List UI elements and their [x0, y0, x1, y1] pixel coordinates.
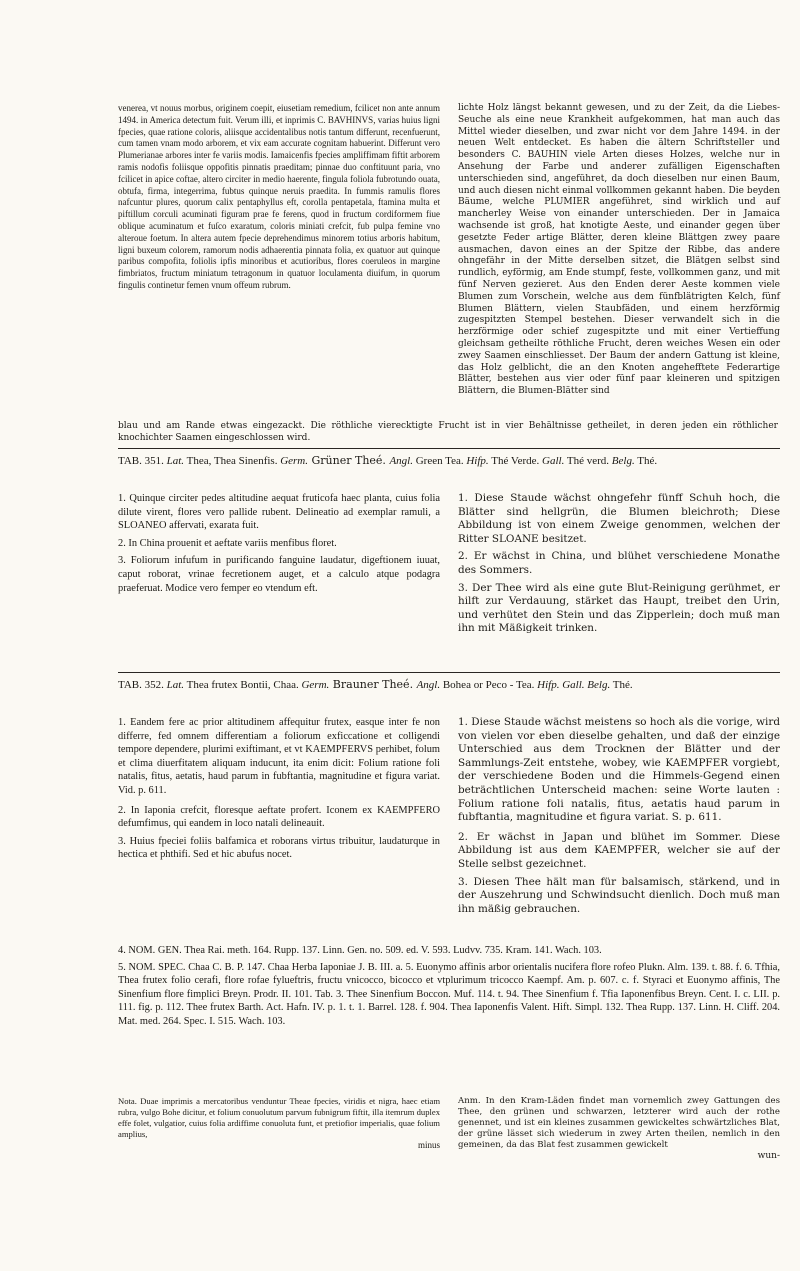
catchword: wun-	[757, 1151, 780, 1161]
lang-label: Germ.	[280, 455, 309, 467]
lang-label: Gall.	[542, 455, 565, 467]
english-name: Green Tea.	[412, 455, 467, 467]
french-name: Thé verd.	[564, 455, 612, 467]
continued-text-section	[118, 103, 778, 425]
german-paragraph: lichte Holz längst bekannt gewesen, und zu der Zeit, da die Liebes-Seuche als eine neue Krankheit aufgekommen, hat man auch das Mittel wieder dieselben, und zwar nicht vor dem Jahre 1494. in der neuen Welt entdecket. Es haben die ältern Schriftsteller und besonders C. BAUHIN viele Arten dieses Holzes, welche nur in Ansehung der Farbe und anderer zufälligen Eigenschaften unterschieden sind, angeführet, da doch dieselben nur einen Baum, und auch diesen nicht einmal vollkommen gekannt haben. Die beyden Bäume, welche PLUMIER angeführet, sind wirklich und auf mancherley Weise von einander unterschieden. Der in Jamaica wachsende ist groß, hat knotigte Aeste, und einander gegen über gesetzte Feder artige Blätter, deren kleine Blättgen zwey paare ausmachen, davon eines an der Spitze der Ribbe, das andere ohngefähr in der Mitte derselben sitzet, die Blätgen selbst sind rundlich, eyförmig, am Ende stumpf, feste, vollkommen ganz, und mit fünf Nerven gezieret. Aus den Enden derer Aeste kommen viele Blumen zum Vorschein, welche aus dem fünfblätrigten Kelch, fünf Blumen Blättern, vielen Staubfäden, und einem herzförmig zugespitzten Stempel bestehen. Dieser verwandelt sich in die herzförmige oder schief zugespitzte und mit einer Vertieffung gleichsam getheilte röthliche Frucht, deren weiches Wesen ein oder zwey Saamen einschliesset. Der Baum der andern Gattung ist kleine, das Holz gelblicht, die an den Knoten angehefftete Federartige Blätter, bestehen aus vier oder fünf paar kleineren und spitzigen Blättern, die Blumen-Blätter sind	[458, 103, 780, 397]
nom-spec: 5. NOM. SPEC. Chaa C. B. P. 147. Chaa Herba Iaponiae J. B. III. a. 5. Euonymo affinis arbor orientalis nucifera flore rofeo Plukn. Alm. 139. t. 88. f. 6. Tfhia, Thea frutex folio cerafi, flore rofae fylueftris, fructu vnicocco, bicocco et vtplurimum tricocco Kaempf. Am. p. 607. c. f. Styraci et Euonymo affinis, The Sinenfium flore fimplici Breyn. Prodr. II. 101. Tab. 3. Thee Sinenfium Boccon. Muf. 114. t. 94. Thee Sinenfium f. Tfia Iaponenfibus Breyn. Cent. I. c. LII. p. 111. fig. p. 112. Thee frutex Barth. Act. Hafn. IV. p. 1. t. 1. Barrel. 128. f. 904. Thea Iaponenfis Valent. Hift. Simpl. 132. Thea Rupp. 137. Linn. H. Cliff. 204. Mat. med. 264. Spec. I. 515. Wach. 103.	[118, 961, 780, 1027]
latin-column	[118, 103, 440, 292]
german-item-2: 2. Er wächst in Japan und blühet im Sommer. Diese Abbildung ist aus dem KAEMPFER, welcher sie auf der Stelle selbst gezeichnet.	[458, 830, 780, 870]
german-item-3: 3. Der Thee wird als eine gute Blut-Reinigung gerühmet, er hilft zur Verdauung, stärket das Haupt, treibet den Urin, und verhütet den Stein und das Zipperlein; doch muß man ihn mit Mäßigkeit trinken.	[458, 581, 780, 635]
latin-item-1: 1. Eandem fere ac prior altitudinem affequitur frutex, easque inter fe non differre, fed omnem differentiam a foliorum exficcatione et colligendi tempore dependere, plurimi exiftimant, et vt KAEMPFERVS perhibet, folum et clima diuerfitatem aliquam inducunt, ita enim dicit: Folium ratione foli natalis, fitus, aetatis, haud parum in fubftantia, magnitudine et figura variat. Vid. p. 611.	[118, 717, 440, 796]
lang-label: Lat.	[166, 679, 185, 691]
latin-note: Nota. Duae imprimis a mercatoribus venduntur Theae fpecies, viridis et nigra, haec etiam rubra, vulgo Bohe dicitur, et folium conuolutum parvum fubnigrum fiftit, illa itemrum duplex effe folet, vulgatior, cuius folia ardiffime conuoluta funt, et pretiofior imperialis, quae folium amplius,	[118, 1096, 440, 1139]
latin-note-column	[118, 1096, 440, 1150]
german-note: Anm. In den Kram-Läden findet man vornemlich zwey Gattungen des Thee, den grünen und schwarzen, letzterer wird auch der rothe genennet, und ist ein kleines zusammen gewickeltes schwärtzliches Blat, der grüne lässet sich wiederum in zwey Arten theilen, nemlich in den gemeinen, da das Blat fest zusammen gewickelt	[458, 1096, 780, 1150]
lang-label: Lat.	[166, 455, 185, 467]
german-column	[458, 492, 780, 640]
german-column	[458, 716, 780, 920]
tab-number: TAB. 351.	[118, 455, 167, 467]
tab-351-body	[118, 492, 778, 672]
english-name: Bohea or Peco - Tea.	[440, 679, 538, 691]
lang-label: Gall.	[562, 679, 585, 691]
german-item-2: 2. Er wächst in China, und blühet verschiedene Monathe des Sommers.	[458, 550, 780, 576]
lang-label: Angl.	[389, 455, 413, 467]
german-name: Brauner Theé.	[329, 678, 417, 691]
lang-label: Germ.	[301, 679, 330, 691]
latin-item-2: 2. In Iaponia crefcit, floresque aeftate profert. Iconem ex KAEMPFERO defumfimus, qui eandem in loco natali delineauit.	[118, 804, 440, 830]
latin-name: Thea, Thea Sinenfis.	[184, 455, 281, 467]
german-item-1: 1. Diese Staude wächst meistens so hoch als die vorige, wird von vielen vor eben dieselbe gehalten, und daß der einzige Unterschied aus dem Trocknen der Blätter und der Sammlungs-Zeit entstehe, wobey, wie KAEMPFER vorgiebt, der verschiedene Boden und die Himmels-Gegend einen beträchtlichen Unterscheid machen: seine Worte lauten : Folium ratione foli natalis, fitus, aetatis haud parum in fubftantia, magnitudine et figura variat. S. p. 611.	[458, 716, 780, 824]
lang-label: Belg.	[611, 455, 635, 467]
lang-label: Angl.	[416, 679, 441, 691]
lang-label: Belg.	[587, 679, 611, 691]
lang-label: Hifp.	[466, 455, 489, 467]
german-column	[458, 103, 780, 398]
tab-352-body	[118, 716, 778, 944]
latin-name: Thea frutex Bontii, Chaa.	[184, 679, 302, 691]
catchword: minus	[417, 1140, 440, 1150]
german-item-1: 1. Diese Staude wächst ohngefehr fünff Schuh hoch, die Blätter sind hellgrün, die Blumen bleichroth; Diese Abbildung ist von einem Zweige genommen, welchen der Ritter SLOANE besitzet.	[458, 492, 780, 545]
tab-352-heading	[118, 678, 780, 692]
nom-gen: 4. NOM. GEN. Thea Rai. meth. 164. Rupp. 137. Linn. Gen. no. 509. ed. V. 593. Ludvv. 735. Kram. 141. Wach. 103.	[118, 945, 602, 956]
dutch-name: Thé.	[634, 455, 658, 467]
latin-item-3: 3. Foliorum infufum in purificando fanguine laudatur, digeftionem iuuat, caput roborat, vrinae fecretionem auget, et a calculo atque podagra praeferuat. Modice vero femper eo vtendum eft.	[118, 555, 440, 594]
lang-label: Hifp.	[537, 679, 560, 691]
spanish-name: Thé Verde.	[488, 455, 543, 467]
german-fullwidth-line: blau und am Rande etwas eingezackt. Die röthliche vierecktigte Frucht ist in vier Behältnisse getheilet, in deren jeden ein röthlicher knochichter Saamen eingeschlossen wird.	[118, 421, 778, 443]
tab-number: TAB. 352.	[118, 679, 167, 691]
tab-351-heading	[118, 454, 780, 468]
footnotes	[118, 1096, 778, 1196]
latin-item-1: 1. Quinque circiter pedes altitudine aequat fruticofa haec planta, cuius folia dilute virent, flores vero pallide rubent. Delineatio ad exemplar ramuli, a SLOANEO affervati, exarata fuit.	[118, 493, 440, 532]
latin-column	[118, 716, 440, 866]
german-note-column	[458, 1096, 780, 1161]
nomenclature-block	[118, 944, 780, 1029]
latin-item-3: 3. Huius fpeciei foliis balfamica et roborans virtus tribuitur, laudaturque in hectica et phthifi. Sed et hic abufus nocet.	[118, 835, 440, 861]
latin-paragraph: venerea, vt nouus morbus, originem coepit, eiusetiam remedium, fcilicet non ante annum 1494. in America detectum fuit. Verum illi, et inprimis C. BAVHINVS, varias huius ligni fpecies, quae ratione coloris, aliisque accidentalibus notis tantum differunt, recenfuerunt, cum tamen vnam modo arborem, et vix eam accurate cognitam habuerint. Differunt vero Plumerianae arbores inter fe variis modis. Iamaicenfis fpecies ampliffimam fiftit arborem ramis nodofis foliisque oppofitis pinnatis praeditam; pinnae duo conftituunt paria, vno fcilicet in apice coftae, altero circiter in medio haerente, fingula foliola fubrotundo ouata, obtufa, firma, integerrima, fubtus quinque neruis praedita. In fummis ramulis flores nafcuntur plures, quorum calix pentaphyllus eft, corolla pentapetala, ftamina multa et piftillum corculi acuminati figuram prae fe ferens, quod in fructum cordiformem fiue oblique acuminatum et fuſco exaratum, coloris miniati crefcit, fub pulpa femine vno alteroue foetum. In altera autem fpecie deprehendimus minorem totius arboris habitum, ligni buxeum colorem, ramorum nodis adhaerentia pinnata folia, ex quatuor aut quinque paribus compofita, foliolis ipfis minoribus et acutioribus, flores coeruleos in margine fimbriatos, fructum miniatum tetragonum in quatuor loculamenta diuifum, in quorum fingulis continetur femen vnum offeum rubrum.	[118, 103, 440, 290]
latin-column	[118, 492, 440, 599]
section-divider	[118, 672, 780, 673]
german-name: Grüner Theé.	[308, 454, 390, 467]
dutch-name: Thé.	[610, 679, 633, 691]
section-divider	[118, 448, 780, 449]
latin-item-2: 2. In China prouenit et aeftate variis menfibus floret.	[118, 537, 337, 549]
german-item-3: 3. Diesen Thee hält man für balsamisch, stärkend, und in der Auszehrung und Schwindsucht dienlich. Doch muß man ihn mäßig gebrauchen.	[458, 875, 780, 915]
